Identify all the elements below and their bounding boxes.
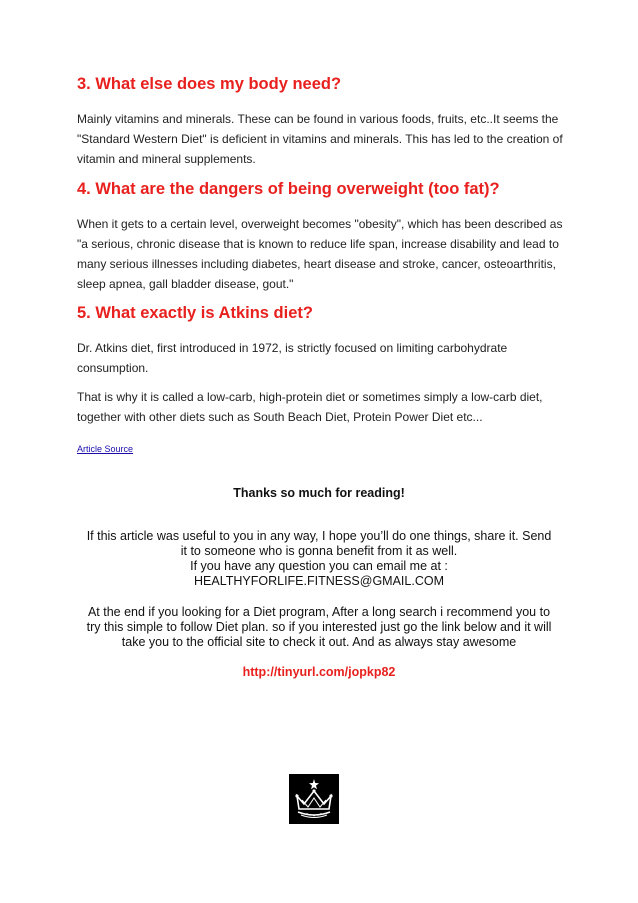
recommendation-paragraph xyxy=(60,605,578,650)
share-paragraph xyxy=(60,529,578,589)
section-3-paragraph: Mainly vitamins and minerals. These can be found in various foods, fruits, etc..It seems the "Standard Western Diet" is deficient in vitamins and minerals. This has led to the creation of vitamin and mineral supplements. xyxy=(77,112,563,166)
thanks-heading: Thanks so much for reading! xyxy=(233,486,405,500)
recommend-line-1: At the end if you looking for a Diet program, After a long search i recommend you to xyxy=(87,605,551,619)
section-5-paragraph-1: Dr. Atkins diet, first introduced in 1972, is strictly focused on limiting carbohydrate consumption. xyxy=(77,341,508,375)
section-4-heading: 4. What are the dangers of being overweight (too fat)? xyxy=(77,180,500,198)
share-line-3: If you have any question you can email me at : xyxy=(190,559,448,573)
diet-plan-link[interactable]: http://tinyurl.com/jopkp82 xyxy=(242,665,396,679)
share-line-1: If this article was useful to you in any way, I hope you’ll do one things, share it. Send xyxy=(86,529,552,543)
recommend-line-2: try this simple to follow Diet plan. so if you interested just go the link below and it will xyxy=(86,620,552,634)
section-4-paragraph: When it gets to a certain level, overweight becomes "obesity", which has been described as "a serious, chronic disease that is known to reduce life span, increase disability and lead to many serious illnesses including diabetes, heart disease and stroke, cancer, osteoarthritis, sleep apnea, gall bladder disease, gout." xyxy=(77,217,563,291)
contact-email: HEALTHYFORLIFE.FITNESS@GMAIL.COM xyxy=(194,574,444,588)
article-source-link[interactable]: Article Source xyxy=(77,444,134,454)
section-5-paragraph-2: That is why it is called a low-carb, high-protein diet or sometimes simply a low-carb diet, together with other diets such as South Beach Diet, Protein Power Diet etc... xyxy=(77,390,543,424)
crown-logo-svg xyxy=(289,774,339,824)
section-5-heading: 5. What exactly is Atkins diet? xyxy=(77,304,313,322)
section-3-heading: 3. What else does my body need? xyxy=(77,75,342,93)
crown-logo-icon xyxy=(289,774,339,824)
share-line-2: it to someone who is gonna benefit from it as well. xyxy=(180,544,458,558)
recommend-line-3: take you to the official site to check it out. And as always stay awesome xyxy=(121,635,517,649)
